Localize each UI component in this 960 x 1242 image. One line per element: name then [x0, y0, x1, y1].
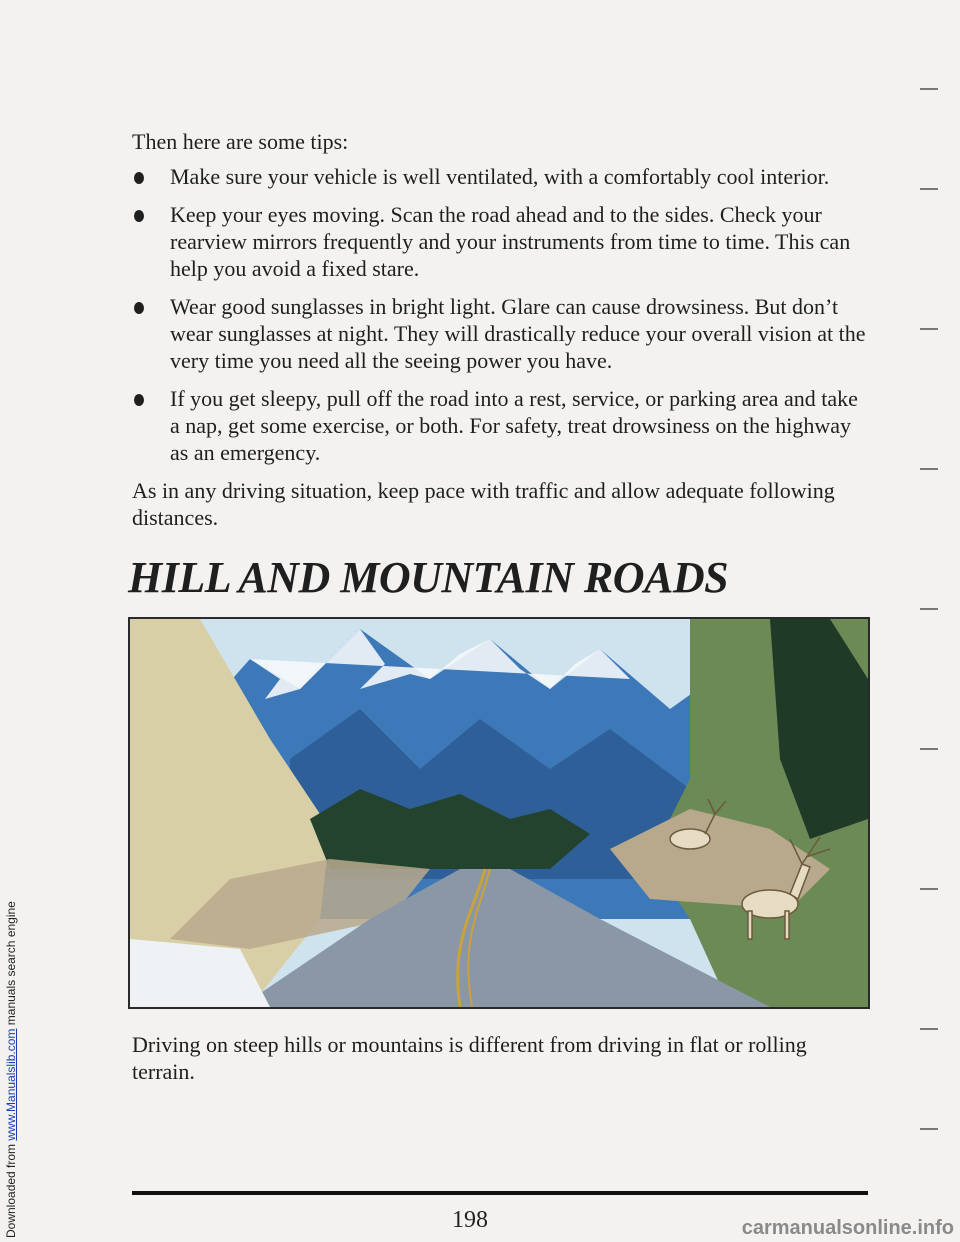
elk-leg [748, 911, 752, 939]
tip-text: If you get sleepy, pull off the road into a rest, service, or parking area and take a nap, get some exercise, or both. For safety, treat drowsiness on the highway as an emergency. [170, 386, 858, 465]
download-banner [0, 0, 22, 1242]
footer-rule [132, 1191, 868, 1195]
mountain-road-illustration [128, 617, 870, 1009]
edge-mark [920, 88, 938, 91]
tip-item [132, 201, 872, 282]
elk-leg [785, 911, 789, 939]
section-heading: HILL AND MOUNTAIN ROADS [128, 553, 729, 602]
edge-mark [920, 1128, 938, 1131]
edge-mark [920, 468, 938, 471]
edge-mark [920, 188, 938, 191]
edge-mark [920, 328, 938, 331]
page-number: 198 [452, 1207, 488, 1233]
banner-prefix: Downloaded from [4, 1140, 18, 1238]
edge-mark [920, 608, 938, 611]
bullet-icon [134, 172, 144, 184]
tips-intro: Then here are some tips: [132, 129, 349, 154]
closing-paragraph: As in any driving situation, keep pace with traffic and allow adequate following distances. [132, 478, 835, 530]
deer-body [670, 829, 710, 849]
edge-mark [920, 888, 938, 891]
bullet-icon [134, 302, 144, 314]
section-paragraph: Driving on steep hills or mountains is different from driving in flat or rolling terrain. [132, 1032, 807, 1084]
edge-mark [920, 748, 938, 751]
tip-text: Wear good sunglasses in bright light. Glare can cause drowsiness. But don’t wear sunglasses at night. They will drastically reduce your overall vision at the very time you need all the seeing power you have. [170, 294, 866, 373]
tip-text: Keep your eyes moving. Scan the road ahead and to the sides. Check your rearview mirrors frequently and your instruments from time to time. This can help you avoid a fixed stare. [170, 202, 851, 281]
tip-item [132, 293, 872, 374]
banner-suffix: manuals search engine [4, 901, 18, 1029]
mountain-road-drawing [130, 619, 868, 1007]
manual-page [128, 128, 872, 1107]
tip-item [132, 385, 872, 466]
manualslib-link[interactable]: www.Manualslib.com [4, 1028, 18, 1141]
watermark: carmanualsonline.info [741, 1217, 954, 1239]
bullet-icon [134, 210, 144, 222]
tip-text: Make sure your vehicle is well ventilated, with a comfortably cool interior. [170, 164, 830, 189]
edge-mark [920, 1028, 938, 1031]
tips-list [132, 163, 872, 466]
bullet-icon [134, 394, 144, 406]
tip-item [132, 163, 872, 190]
